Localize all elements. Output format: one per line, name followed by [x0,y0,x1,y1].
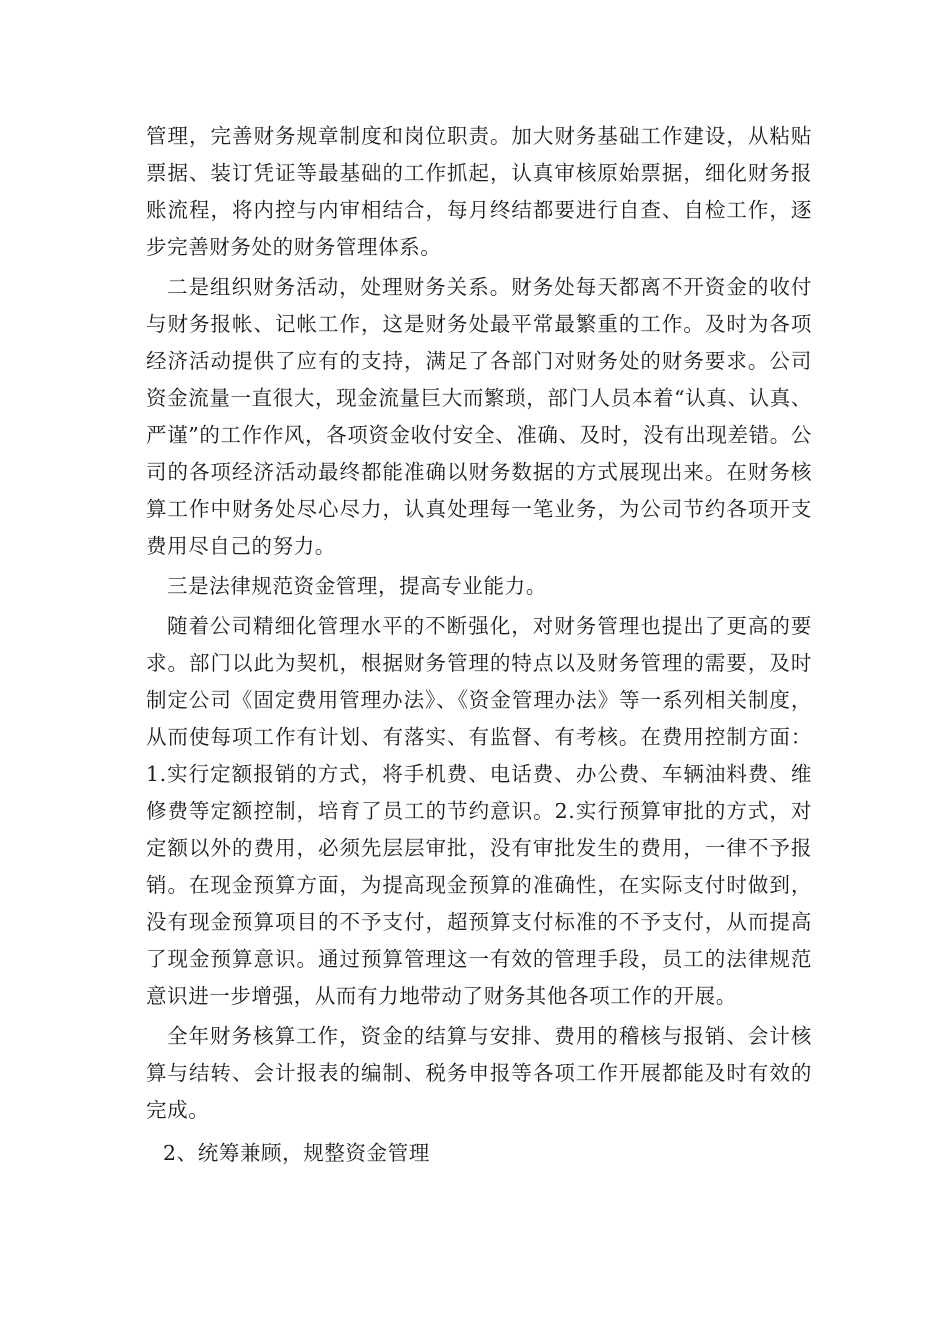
paragraph-management-rules: 随着公司精细化管理水平的不断强化，对财务管理也提出了更高的要求。部门以此为契机，根据财务管理的特点以及财务管理的需要，及时制定公司《固定费用管理办法》、《资金管理办法》等一系列相关制度，从而使每项工作有计划、有落实、有监督、有考核。在费用控制方面：1.实行定额报销的方式，将手机费、电话费、办公费、车辆油料费、维修费等定额控制，培育了员工的节约意识。2.实行预算审批的方式，对定额以外的费用，必须先层层审批，没有审批发生的费用，一律不予报销。在现金预算方面，为提高现金预算的准确性，在实际支付时做到，没有现金预算项目的不予支付，超预算支付标准的不予支付，从而提高了现金预算意识。通过预算管理这一有效的管理手段，员工的法律规范意识进一步增强，从而有力地带动了财务其他各项工作的开展。 [146,614,812,1008]
paragraph-annual-accounting: 全年财务核算工作，资金的结算与安排、费用的稽核与报销、会计核算与结转、会计报表的编制、税务申报等各项工作开展都能及时有效的完成。 [146,1024,812,1122]
document-body [146,118,812,1172]
paragraph-legal-standards-heading: 三是法律规范资金管理，提高专业能力。 [167,574,547,598]
section-heading-fund-management: 2、统筹兼顾，规整资金管理 [163,1141,430,1165]
paragraph-financial-activities: 二是组织财务活动，处理财务关系。财务处每天都离不开资金的收付与财务报帐、记帐工作，这是财务处最平常最繁重的工作。及时为各项经济活动提供了应有的支持，满足了各部门对财务处的财务要求。公司资金流量一直很大，现金流量巨大而繁琐，部门人员本着“认真、认真、严谨”的工作作风，各项资金收付安全、准确、及时，没有出现差错。公司的各项经济活动最终都能准确以财务数据的方式展现出来。在财务核算工作中财务处尽心尽力，认真处理每一笔业务，为公司节约各项开支费用尽自己的努力。 [146,275,812,558]
paragraph-continuation: 管理，完善财务规章制度和岗位职责。加大财务基础工作建设，从粘贴票据、装订凭证等最基础的工作抓起，认真审核原始票据，细化财务报账流程，将内控与内审相结合，每月终结都要进行自查、自检工作，逐步完善财务处的财务管理体系。 [146,124,812,259]
